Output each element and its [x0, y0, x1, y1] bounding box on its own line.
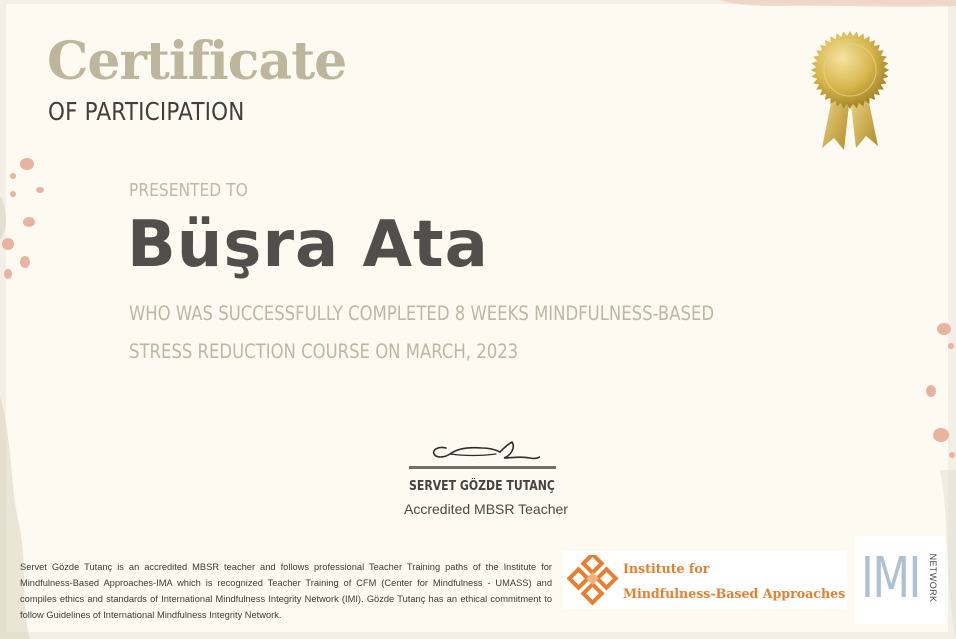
ima-logo-text: [623, 556, 845, 606]
certificate-subtitle: OF PARTICIPATION: [48, 97, 245, 126]
course-description-line-2: STRESS REDUCTION COURSE ON MARCH, 2023: [129, 340, 519, 363]
signatory-name: SERVET GÖZDE TUTANÇ: [409, 479, 555, 494]
ima-logo: [563, 551, 847, 609]
presented-to-label: PRESENTED TO: [129, 180, 248, 201]
gold-award-rosette-icon: [810, 30, 890, 152]
signature-line: [409, 466, 556, 469]
certificate-title: Certificate: [47, 31, 347, 92]
ima-logo-line-1: Institute for: [623, 561, 710, 576]
ima-diamond-logo-icon: [567, 555, 619, 607]
handwritten-signature: [430, 438, 540, 464]
footer-fine-print: Servet Gözde Tutanç is an accredited MBSR teacher and follows professional Teacher Training paths of the Institute for Mindfulness-Based Approaches-IMA which is recognized Teacher Training of CFM (Center for Mindfulness - UMASS) and compiles ethics and standards of International Mindfulness Integrity Network (IMI). Gözde Tutanç has an ethical commitment to follow Guidelines of International Mindfulness Integrity Network.: [20, 562, 552, 621]
signatory-role: Accredited MBSR Teacher: [404, 501, 568, 517]
imi-network-logo: [855, 536, 945, 624]
imi-logo-letters: IMI: [861, 546, 920, 611]
ima-logo-line-2: Mindfulness-Based Approaches: [623, 586, 846, 601]
course-description-line-1: WHO WAS SUCCESSFULLY COMPLETED 8 WEEKS MINDFULNESS-BASED: [129, 302, 715, 325]
imi-logo-network-word: NETWORK: [928, 553, 938, 603]
recipient-name: Büşra Ata: [127, 208, 489, 282]
